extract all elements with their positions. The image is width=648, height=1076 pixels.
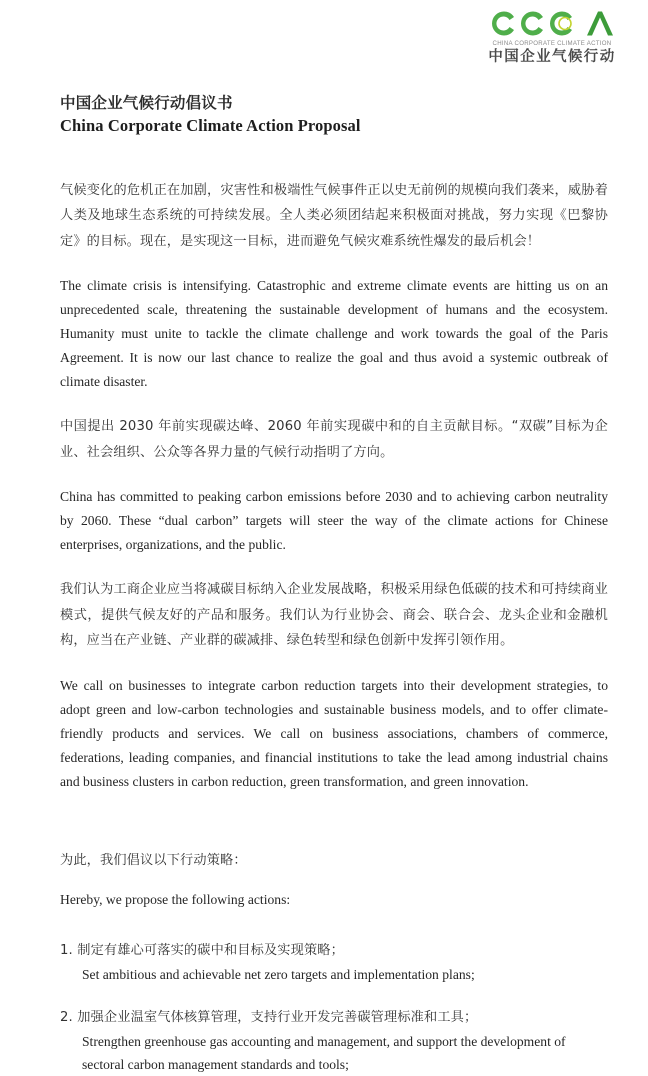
paragraph-cn-3: 我们认为工商企业应当将减碳目标纳入企业发展战略，积极采用绿色低碳的技术和可持续商业模式，提供气候友好的产品和服务。我们认为行业协会、商会、联合会、龙头企业和金融机构，应当在产业链、产业群的碳减排、绿色转型和绿色创新中发挥引领作用。: [60, 582, 608, 649]
action-2-text-cn: 加强企业温室气体核算管理，支持行业开发完善碳管理标准和工具；: [77, 1010, 478, 1026]
action-2-cn: [60, 1006, 608, 1030]
spacer: [60, 986, 608, 1006]
action-1-text-cn: 制定有雄心可落实的碳中和目标及实现策略；: [77, 943, 344, 959]
action-item-1: [60, 939, 608, 986]
paragraph-cn-2: 中国提出 2030 年前实现碳达峰、2060 年前实现碳中和的自主贡献目标。“双碳”目标为企业、社会组织、公众等各界力量的气候行动指明了方向。: [60, 419, 608, 460]
page-title-en: China Corporate Climate Action Proposal: [60, 116, 361, 136]
spacer: [60, 557, 608, 577]
paragraph-en-2: China has committed to peaking carbon emissions before 2030 and to achieving carbon neutrality by 2060. These “dual carbon” targets will steer the way of the climate actions for Chinese enterprises, organizations, and the public.: [60, 489, 608, 553]
spacer: [60, 794, 608, 848]
page-title-cn: 中国企业气候行动倡议书: [60, 94, 233, 112]
paragraph-en-1: The climate crisis is intensifying. Catastrophic and extreme climate events are hitting us on an unprecedented scale, threatening the sustainable development of humans and the ecosystem. Humanity must unite to tackle the climate challenge and work towards the goal of the Paris Agreement. It is now our last chance to realize the goal and thus avoid a systemic outbreak of climate disaster.: [60, 278, 608, 390]
paragraph-cn-1: 气候变化的危机正在加剧，灾害性和极端性气候事件正以史无前例的规模向我们袭来，威胁着人类及地球生态系统的可持续发展。全人类必须团结起来积极面对挑战，努力实现《巴黎协定》的目标。现在，是实现这一目标，进而避免气候灾难系统性爆发的最后机会！: [60, 182, 608, 249]
action-1-cn: [60, 939, 608, 963]
call-to-action-en: Hereby, we propose the following actions:: [60, 892, 291, 908]
action-2-en: Strengthen greenhouse gas accounting and management, and support the development of sectoral carbon management standards and tools;: [82, 1034, 566, 1073]
paragraph-en-3: We call on businesses to integrate carbon reduction targets into their development strategies, to adopt green and low-carbon technologies and sustainable business models, and to offer climate-friendly products and services. We call on business associations, chambers of commerce, federations, leading companies, and financial institutions to take the lead among industrial chains and business clusters in carbon reduction, green transformation, and green innovation.: [60, 677, 608, 789]
ccca-logo: [486, 9, 618, 65]
action-item-2: [60, 1006, 608, 1076]
action-1-number: 1.: [60, 943, 73, 959]
spacer: [60, 873, 608, 888]
action-2-number: 2.: [60, 1010, 73, 1026]
spacer: [60, 654, 608, 674]
spacer: [60, 465, 608, 485]
spacer: [60, 912, 608, 939]
spacer: [60, 254, 608, 274]
spacer: [60, 138, 608, 178]
spacer: [60, 394, 608, 414]
logo-tagline-en: CHINA CORPORATE CLIMATE ACTION: [492, 40, 612, 47]
call-to-action-cn: 为此，我们倡议以下行动策略：: [60, 852, 247, 868]
logo-tagline-cn: 中国企业气候行动: [488, 49, 616, 66]
ccca-wordmark-icon: [489, 9, 615, 38]
action-1-en: Set ambitious and achievable net zero targets and implementation plans;: [82, 967, 475, 983]
document-body: [60, 92, 608, 1076]
